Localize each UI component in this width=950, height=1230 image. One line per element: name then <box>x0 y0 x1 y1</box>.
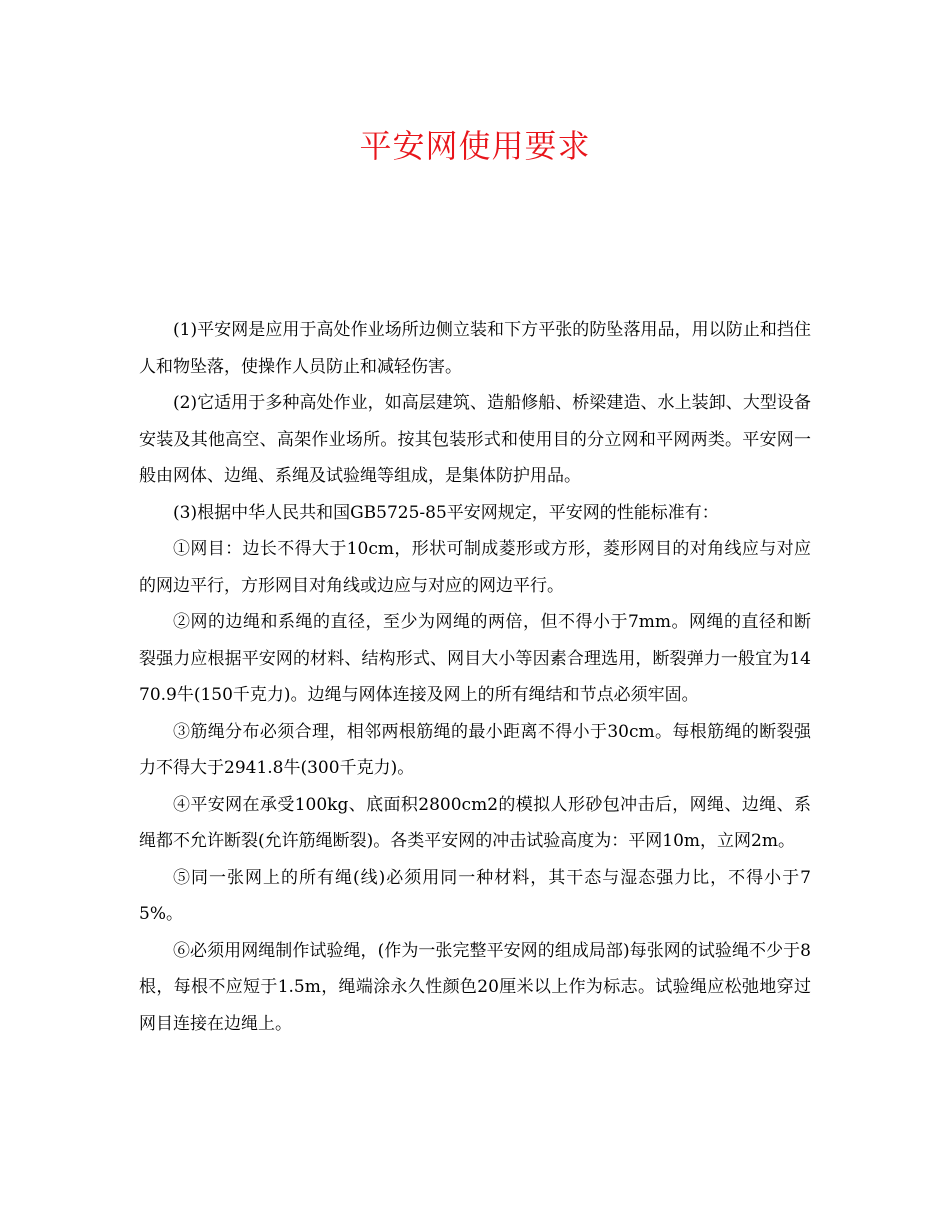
document-body <box>139 312 811 1042</box>
paragraph-6: ③筋绳分布必须合理，相邻两根筋绳的最小距离不得小于30cm。每根筋绳的断裂强力不得大于2941.8牛(300千克力)。 <box>139 721 811 778</box>
document-title: 平安网使用要求 <box>359 127 591 165</box>
paragraph-1: (1)平安网是应用于高处作业场所边侧立装和下方平张的防坠落用品，用以防止和挡住人和物坠落，使操作人员防止和减轻伤害。 <box>139 320 811 377</box>
paragraph-5: ②网的边绳和系绳的直径，至少为网绳的两倍，但不得小于7mm。网绳的直径和断裂强力应根据平安网的材料、结构形式、网目大小等因素合理选用，断裂弹力一般宜为1470.9牛(150千克力)。边绳与网体连接及网上的所有绳结和节点必须牢固。 <box>139 612 811 705</box>
paragraph-4: ①网目：边长不得大于10cm，形状可制成菱形或方形，菱形网目的对角线应与对应的网边平行，方形网目对角线或边应与对应的网边平行。 <box>139 539 811 596</box>
paragraph-2: (2)它适用于多种高处作业，如高层建筑、造船修船、桥梁建造、水上装卸、大型设备安装及其他高空、高架作业场所。按其包装形式和使用目的分立网和平网两类。平安网一般由网体、边绳、系绳及试验绳等组成，是集体防护用品。 <box>139 393 811 486</box>
paragraph-3: (3)根据中华人民共和国GB5725-85平安网规定，平安网的性能标准有： <box>173 502 719 523</box>
paragraph-9: ⑥必须用网绳制作试验绳，(作为一张完整平安网的组成局部)每张网的试验绳不少于8根，每根不应短于1.5m，绳端涂永久性颜色20厘米以上作为标志。试验绳应松弛地穿过网目连接在边绳上。 <box>139 940 811 1034</box>
paragraph-7: ④平安网在承受100kg、底面积2800cm2的模拟人形砂包冲击后，网绳、边绳、系绳都不允许断裂(允许筋绳断裂)。各类平安网的冲击试验高度为：平网10m，立网2m。 <box>139 794 811 851</box>
paragraph-8: ⑤同一张网上的所有绳(线)必须用同一种材料，其干态与湿态强力比，不得小于75%。 <box>139 867 811 924</box>
